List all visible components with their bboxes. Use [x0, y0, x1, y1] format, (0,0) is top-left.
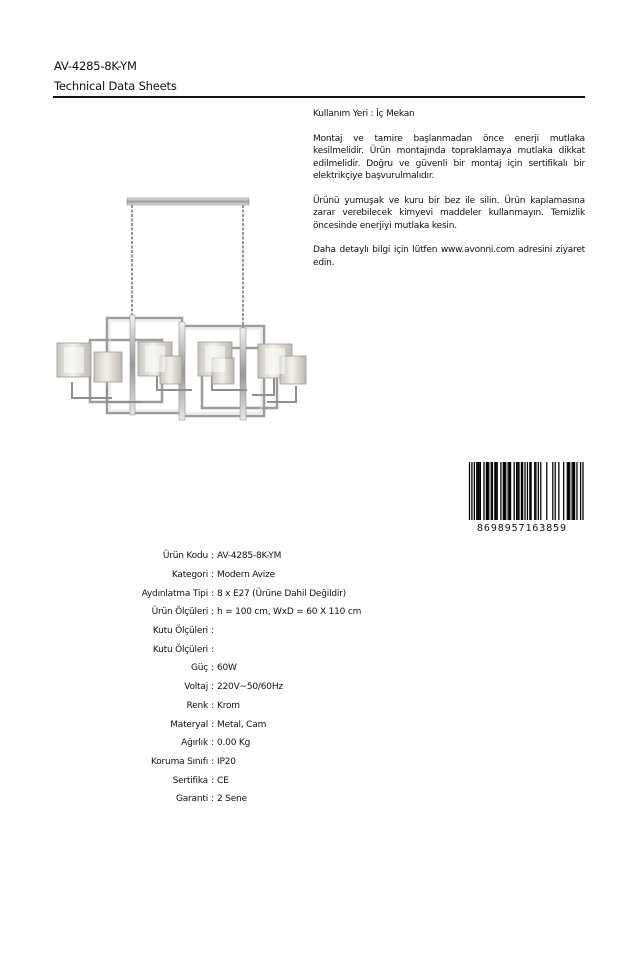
barcode-bar — [514, 462, 515, 520]
spec-separator: : — [211, 663, 214, 674]
barcode-bar — [517, 462, 518, 520]
spec-label: Materyal — [170, 719, 208, 730]
spec-separator: : — [211, 700, 214, 711]
barcode-bar — [521, 462, 522, 520]
sheet-title: Technical Data Sheets — [54, 79, 177, 93]
spec-value: 60W — [217, 663, 237, 674]
barcode-bar — [510, 462, 511, 520]
barcode-bar — [574, 462, 575, 520]
barcode-bar — [535, 462, 536, 520]
barcode-bar — [488, 462, 489, 520]
barcode-bar — [567, 462, 568, 520]
barcode-bar — [491, 462, 492, 520]
barcode-bar — [540, 462, 541, 520]
barcode-bar — [529, 462, 530, 520]
spec-label: Renk — [186, 700, 208, 711]
barcode-bar — [492, 462, 493, 520]
spec-separator: : — [211, 588, 214, 599]
spec-row — [130, 771, 361, 790]
barcode-bar — [500, 462, 501, 520]
spec-row — [130, 566, 361, 585]
spec-label: Kutu Ölçüleri — [152, 644, 208, 655]
spec-row — [130, 659, 361, 678]
barcode-bar — [527, 462, 528, 520]
barcode-bar — [538, 462, 539, 520]
spec-value: IP20 — [217, 756, 236, 767]
spec-separator: : — [211, 775, 214, 786]
spec-label: Garanti — [175, 794, 208, 805]
barcode-bar — [480, 462, 481, 520]
spec-row — [130, 603, 361, 622]
barcode-bar — [530, 462, 531, 520]
barcode-bar — [503, 462, 504, 520]
spec-row — [130, 790, 361, 809]
barcode-bar — [552, 462, 553, 520]
spec-separator: : — [211, 607, 214, 618]
header-divider — [53, 96, 585, 98]
spec-label: Ürün Ölçüleri — [151, 607, 208, 618]
barcode-bar — [476, 462, 477, 520]
spec-value: Modern Avize — [217, 570, 275, 581]
spec-row — [130, 678, 361, 697]
spec-row — [130, 734, 361, 753]
barcode-bar — [558, 462, 559, 520]
chandelier-product-image — [52, 190, 312, 430]
spec-separator: : — [211, 794, 214, 805]
barcode-bar — [568, 462, 569, 520]
spec-separator: : — [211, 738, 214, 749]
barcode-bar — [505, 462, 506, 520]
barcode-bar — [573, 462, 574, 520]
barcode-bar — [474, 462, 475, 520]
spec-row — [130, 640, 361, 659]
barcode-bar — [576, 462, 577, 520]
spec-label: Kategori — [171, 570, 208, 581]
barcode-bar — [487, 462, 488, 520]
spec-label: Koruma Sınıfı — [151, 756, 208, 767]
barcode-bar — [534, 462, 535, 520]
cleaning-paragraph: Ürünü yumuşak ve kuru bir bez ile silin. Ürün kaplamasına zarar verebilecek kimyevi maddeler kullanmayın. Temizlik öncesinde enerjiyi mutlaka kesin. — [313, 195, 585, 231]
spec-value: Krom — [217, 700, 240, 711]
barcode-bar — [494, 462, 495, 520]
barcode-bar — [524, 462, 525, 520]
barcode-bar — [569, 462, 570, 520]
spec-separator: : — [211, 644, 214, 655]
barcode-bar — [572, 462, 573, 520]
barcode-bar — [471, 462, 472, 520]
spec-separator: : — [211, 551, 214, 562]
spec-table — [130, 547, 361, 809]
spec-label: Sertifika — [172, 775, 208, 786]
spec-value: 220V~50/60Hz — [217, 682, 283, 693]
info-block — [313, 108, 585, 281]
barcode-bar — [563, 462, 564, 520]
spec-separator: : — [211, 570, 214, 581]
product-code-heading: AV-4285-8K-YM — [54, 59, 137, 73]
barcode-bar — [516, 462, 517, 520]
spec-separator: : — [211, 682, 214, 693]
spec-label: Kutu Ölçüleri — [152, 626, 208, 637]
spec-label: Güç — [190, 663, 208, 674]
barcode-bar — [486, 462, 487, 520]
usage-location: Kullanım Yeri : İç Mekan — [313, 109, 415, 119]
barcode-bar — [546, 462, 547, 520]
barcode-bar — [522, 462, 523, 520]
spec-value: 2 Sene — [217, 794, 247, 805]
spec-value: CE — [217, 775, 229, 786]
spec-label: Voltaj — [184, 682, 208, 693]
spec-row — [130, 584, 361, 603]
barcode-bar — [469, 462, 470, 520]
barcode-bar — [555, 462, 556, 520]
barcode-bar — [508, 462, 509, 520]
spec-row — [130, 697, 361, 716]
barcode-bar — [518, 462, 519, 520]
barcode-bar — [504, 462, 505, 520]
spec-value: 8 x E27 (Ürüne Dahil Değildir) — [217, 588, 346, 599]
spec-value: Metal, Cam — [217, 719, 267, 730]
website-paragraph: Daha detaylı bilgi için lütfen www.avonni.com adresini ziyaret edin. — [313, 245, 585, 268]
barcode — [458, 460, 586, 536]
safety-paragraph: Montaj ve tamire başlanmadan önce enerji mutlaka kesilmelidir. Ürün montajında topraklamaya mutlaka dikkat edilmelidir. Doğru ve güvenli bir montaj için sertifikalı bir elektrikçiye başvurulmalıdır. — [313, 133, 585, 181]
spec-row — [130, 753, 361, 772]
spec-label: Aydınlatma Tipi — [141, 588, 208, 599]
barcode-digits: 8698957163859 — [477, 523, 567, 534]
spec-row — [130, 547, 361, 566]
spec-value: 0.00 Kg — [217, 738, 251, 749]
spec-separator: : — [211, 626, 214, 637]
barcode-bar — [495, 462, 496, 520]
barcode-bar — [580, 462, 581, 520]
barcode-bar — [477, 462, 478, 520]
spec-label: Ağırlık — [181, 738, 208, 749]
spec-row — [130, 622, 361, 641]
barcode-bars — [458, 460, 586, 522]
spec-value: h = 100 cm, WxD = 60 X 110 cm — [217, 607, 362, 618]
barcode-bar — [509, 462, 510, 520]
barcode-bar — [497, 462, 498, 520]
spec-label: Ürün Kodu — [162, 551, 208, 562]
spec-value: AV-4285-8K-YM — [217, 551, 282, 562]
barcode-bar — [479, 462, 480, 520]
spec-separator: : — [211, 756, 214, 767]
barcode-bar — [582, 462, 583, 520]
spec-row — [130, 715, 361, 734]
spec-separator: : — [211, 719, 214, 730]
barcode-bar — [483, 462, 484, 520]
